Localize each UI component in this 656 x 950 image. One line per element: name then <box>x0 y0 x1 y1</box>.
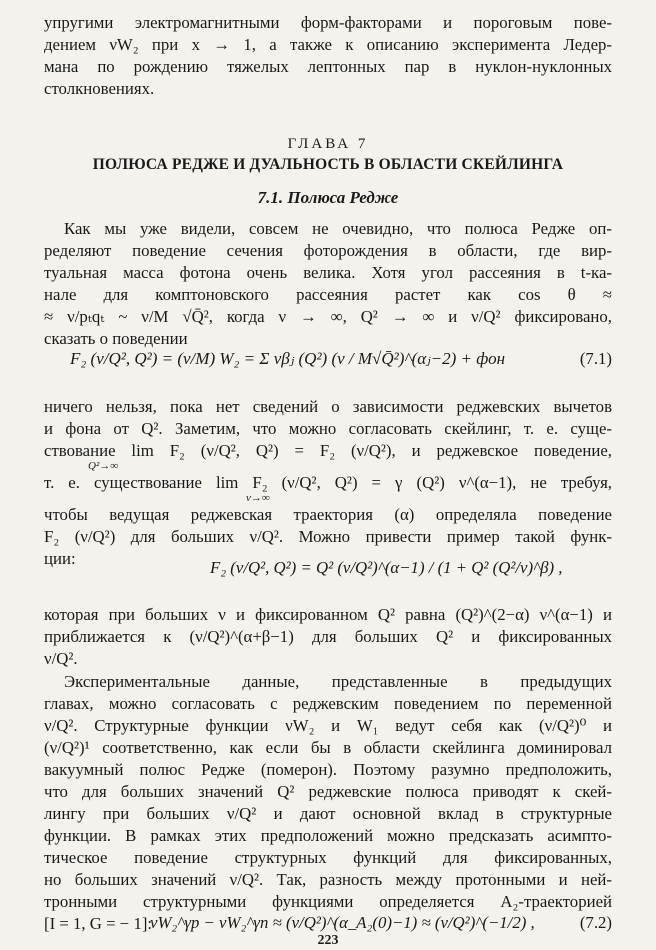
text-line: и фона от Q². Заметим, что можно согласовать скейлинг, т. е. суще- <box>44 419 612 438</box>
chapter-title: ПОЛЮСА РЕДЖЕ И ДУАЛЬНОСТЬ В ОБЛАСТИ СКЕЙЛИНГА <box>92 156 564 173</box>
text-line: дением νW₂ при x → 1, а также к описанию эксперимента Ледер- <box>44 35 612 54</box>
equation-number: (7.1) <box>579 349 612 368</box>
equation-7-1: F₂ (ν/Q², Q²) = (ν/M) W₂ = Σ νβⱼ (Q²) (ν / M√Q̄²)^(αⱼ−2) + фон <box>70 349 506 368</box>
equation-number: (7.2) <box>579 913 612 932</box>
text-line: столкновениях. <box>44 79 155 98</box>
text-line: упругими электромагнитными форм-факторами и пороговым пове- <box>44 13 612 32</box>
text-line: тическое поведение структурных функций для фиксированных, <box>44 848 612 867</box>
text-line: ν/Q². Структурные функции νW₂ и W₁ ведут себя как (ν/Q²)⁰ и <box>44 716 612 735</box>
text-line: чтобы ведущая реджевская траектория (α) определяла поведение <box>44 505 612 524</box>
equation-7-2: νW₂^γp − νW₂^γn ≈ (ν/Q²)^(α_A₂(0)−1) ≈ (ν/Q²)^(−1/2) , <box>150 913 535 932</box>
text-line: ≈ ν/pₜqₜ ~ ν/M √Q̄², когда ν → ∞, Q² → ∞ и ν/Q² фиксировано, <box>44 307 612 326</box>
text-line: которая при больших ν и фиксированном Q² равна (Q²)^(2−α) ν^(α−1) и <box>44 605 612 624</box>
text-line: ничего нельзя, пока нет сведений о зависимости реджевских вычетов <box>44 397 612 416</box>
text-line: [I = 1, G = − 1]: <box>44 914 153 933</box>
text-line: тронными структурными функциями определяется A₂-траекторией <box>44 892 612 911</box>
text-line: ределяют поведение сечения фоторождения в области, где вир- <box>44 241 612 260</box>
text-line: но больших значений ν/Q². Так, разность между протонными и ней- <box>44 870 612 889</box>
text-line: Экспериментальные данные, представленные в предыдущих <box>64 672 612 691</box>
text-line: что для больших значений Q² реджевские полюса приводят к скей- <box>44 782 612 801</box>
page-number: 223 <box>317 933 339 948</box>
text-line: т. е. существование lim F₂ (ν/Q², Q²) = γ (Q²) ν^(α−1), не требуя, <box>44 473 612 492</box>
limit-subscript: Q²→∞ <box>88 460 119 472</box>
text-line: мана по рождению тяжелых лептонных пар в нуклон-нуклонных <box>44 57 612 76</box>
chapter-label: ГЛАВА 7 <box>287 136 369 152</box>
text-line: функции. В рамках этих предположений можно предсказать асимпто- <box>44 826 612 845</box>
equation-function: F₂ (ν/Q², Q²) = Q² (ν/Q²)^(α−1) / (1 + Q² (Q²/ν)^β) , <box>210 558 563 577</box>
text-line: ν/Q². <box>44 649 78 668</box>
text-line: туальная масса фотона очень велика. Хотя угол рассеяния в t-ка- <box>44 263 612 282</box>
text-line: F₂ (ν/Q²) для больших ν/Q². Можно привести пример такой функ- <box>44 527 612 546</box>
text-line: сказать о поведении <box>44 329 188 348</box>
text-line: главах, можно согласовать с реджевским поведением по переменной <box>44 694 612 713</box>
text-line: (ν/Q²)¹ соответственно, как если бы в области скейлинга доминировал <box>44 738 612 757</box>
section-title: 7.1. Полюса Редже <box>257 188 399 207</box>
text-line: ции: <box>44 549 76 568</box>
text-line: нале для комптоновского рассеяния растет как cos θ ≈ <box>44 285 612 304</box>
text-line: ствование lim F₂ (ν/Q², Q²) = F₂ (ν/Q²), и реджевское поведение, <box>44 441 612 460</box>
text-line: вакуумный полюс Редже (померон). Поэтому разумно предположить, <box>44 760 612 779</box>
limit-subscript: ν→∞ <box>246 492 270 504</box>
text-line: Как мы уже видели, совсем не очевидно, что полюса Редже оп- <box>64 219 612 238</box>
text-line: приближается к (ν/Q²)^(α+β−1) для больших Q² и фиксированных <box>44 627 612 646</box>
text-line: лингу при больших ν/Q² и дают основной вклад в структурные <box>44 804 612 823</box>
